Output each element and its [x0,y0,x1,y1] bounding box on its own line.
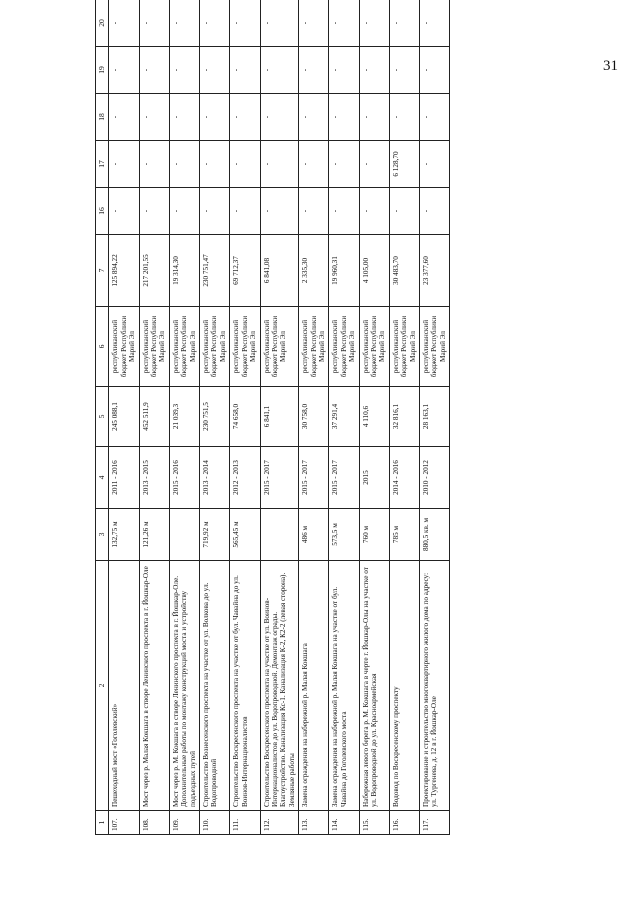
table-cell: - [230,0,260,47]
table-cell: республиканский бюджет Республики Марий Эл [139,307,169,387]
table-cell: - [389,0,419,47]
table-cell: 217 201,55 [139,235,169,307]
table-row [109,0,139,835]
table-cell: Водовод по Воскресенскому проспекту [389,561,419,811]
table-row [299,0,329,835]
table-cell: 2014 - 2016 [389,447,419,509]
table-cell: 107. [109,811,139,835]
table-cell: 125 894,22 [109,235,139,307]
table-cell: - [230,141,260,188]
table-cell: - [169,47,199,94]
table-row [420,0,450,835]
table-cell: 2015 [359,447,389,509]
table-row [200,0,230,835]
table-cell: - [389,47,419,94]
table-cell: 115. [359,811,389,835]
rotated-table-frame [95,0,615,835]
table-cell: 565,45 м [230,509,260,561]
table-cell: - [260,0,299,47]
table-row [169,0,199,835]
table-cell: республиканский бюджет Республики Марий Эл [389,307,419,387]
table-cell: - [260,47,299,94]
table-row [230,0,260,835]
table-cell: - [359,0,389,47]
table-cell: 23 377,60 [420,235,450,307]
table-cell: 2015 - 2016 [169,447,199,509]
table-cell: - [109,47,139,94]
table-cell: - [359,141,389,188]
table-cell: 6 841,08 [260,235,299,307]
table-cell: 132,75 м [109,509,139,561]
table-cell: - [169,94,199,141]
column-header: 2 [96,561,109,811]
table-cell: 109. [169,811,199,835]
table-cell: 230 751,47 [200,235,230,307]
table-cell: - [109,188,139,235]
table-cell: республиканский бюджет Республики Марий Эл [260,307,299,387]
table-cell: республиканский бюджет Республики Марий Эл [109,307,139,387]
column-header: 7 [96,235,109,307]
table-cell: - [420,47,450,94]
table-cell: - [260,94,299,141]
column-header: 3 [96,509,109,561]
table-cell: 4 105,00 [359,235,389,307]
table-cell: - [420,141,450,188]
table-row [139,0,169,835]
column-header: 20 [96,0,109,47]
table-cell: Строительство Воскресенского проспекта на участке от ул. Воинов-Интернационалистов до ул. Водопроводной. Демонтаж ограды. Благоустройство. Канализация Кс-1. Канализация К-2, К2-2 (левая сторона). Земляные работы [260,561,299,811]
table-cell: Строительство Воскресенского проспекта на участке от бул. Чавайна до ул. Воинов-Интернационалистов [230,561,260,811]
table-header-row [96,0,109,835]
column-header: 5 [96,387,109,447]
table-row [389,0,419,835]
table-cell: - [260,141,299,188]
table-cell: - [109,94,139,141]
table-cell: - [329,141,359,188]
table-cell: 2010 - 2012 [420,447,450,509]
table-cell: - [329,94,359,141]
table-cell: 452 511,9 [139,387,169,447]
table-cell: Замена ограждения на набережной р. Малая Кокшага на участке от бул. Чавайна до Гоголевского моста [329,561,359,811]
table-cell: 486 м [299,509,329,561]
table-cell: республиканский бюджет Республики Марий Эл [230,307,260,387]
column-header: 18 [96,94,109,141]
table-row [260,0,299,835]
table-cell: 2015 - 2017 [299,447,329,509]
table-cell: 2015 - 2017 [329,447,359,509]
table-cell: 785 м [389,509,419,561]
page-number: 31 [603,58,618,74]
table-cell: 112. [260,811,299,835]
table-cell: - [230,188,260,235]
table-cell: - [359,94,389,141]
table-cell: 2012 - 2013 [230,447,260,509]
table-cell: 110. [200,811,230,835]
table-cell: Замена ограждения на набережной р. Малая Кокшага [299,561,329,811]
table-cell: 114. [329,811,359,835]
column-header: 6 [96,307,109,387]
table-cell: 113. [299,811,329,835]
table-cell: - [299,141,329,188]
table-cell: 2011 - 2016 [109,447,139,509]
table-cell: 28 163,1 [420,387,450,447]
table-cell: - [109,0,139,47]
table-cell: 69 712,37 [230,235,260,307]
table-cell: 111. [230,811,260,835]
table-cell: Пешеходный мост «Гоголевский» [109,561,139,811]
table-cell: 30 483,70 [389,235,419,307]
table-cell: - [299,94,329,141]
table-cell: республиканский бюджет Республики Марий Эл [329,307,359,387]
table-cell: 37 291,4 [329,387,359,447]
table-cell: республиканский бюджет Республики Марий Эл [420,307,450,387]
table-cell: Проектирование и строительство многоквартирного жилого дома по адресу: ул. Тургенева, д. 12 в г. Йошкар-Оле [420,561,450,811]
table-cell: 2013 - 2014 [200,447,230,509]
table-cell: - [389,94,419,141]
table-cell: 30 758,0 [299,387,329,447]
table-cell: - [329,47,359,94]
table-cell: 2015 - 2017 [260,447,299,509]
table-cell: - [139,0,169,47]
table-cell: - [299,188,329,235]
table-cell: - [299,0,329,47]
table-cell: Мост через р. М. Кокшага в створе Ленинского проспекта в г. Йошкар-Оле. Дополнительные работы по монтажу конструкций моста и устройству подъездных путей [169,561,199,811]
table-cell [169,509,199,561]
table-cell: 117. [420,811,450,835]
table-cell: - [389,188,419,235]
table-cell: - [169,188,199,235]
table-row [359,0,389,835]
column-header: 19 [96,47,109,94]
table-cell: - [230,94,260,141]
table-cell: - [420,94,450,141]
table-cell: 4 110,6 [359,387,389,447]
table-cell [260,509,299,561]
table-cell: 108. [139,811,169,835]
table-cell: - [420,188,450,235]
data-table [95,0,450,835]
table-cell: - [329,188,359,235]
table-cell: - [139,141,169,188]
column-header: 1 [96,811,109,835]
table-cell: Мост через р. Малая Кокшага в створе Ленинского проспекта в г. Йошкар-Оле [139,561,169,811]
table-cell: 573,5 м [329,509,359,561]
table-cell: 6 128,70 [389,141,419,188]
table-cell: - [329,0,359,47]
table-cell: - [200,94,230,141]
table-cell: 21 039,3 [169,387,199,447]
table-cell: - [200,141,230,188]
table-cell: Набережная левого берега р. М. Кокшага в черте г. Йошкар-Олы на участке от ул. Водопроводной до ул. Красноармейская [359,561,389,811]
table-cell: 19 960,31 [329,235,359,307]
table-cell: 760 м [359,509,389,561]
table-cell: 2 335,30 [299,235,329,307]
table-cell: республиканский бюджет Республики Марий Эл [200,307,230,387]
table-cell: - [169,0,199,47]
table-cell: - [139,94,169,141]
column-header: 17 [96,141,109,188]
table-cell: 19 314,30 [169,235,199,307]
table-cell: 6 841,1 [260,387,299,447]
table-cell: - [109,141,139,188]
table-cell: - [359,188,389,235]
table-cell: республиканский бюджет Республики Марий Эл [359,307,389,387]
table-cell: - [299,47,329,94]
table-cell: - [200,188,230,235]
table-cell: 116. [389,811,419,835]
table-cell: 74 658,0 [230,387,260,447]
table-cell: 2013 - 2015 [139,447,169,509]
table-cell: 880,5 кв. м [420,509,450,561]
table-cell: - [139,188,169,235]
table-cell: - [200,47,230,94]
table-cell: 121,26 м [139,509,169,561]
table-cell: - [200,0,230,47]
column-header: 16 [96,188,109,235]
table-cell: - [139,47,169,94]
table-cell: - [230,47,260,94]
table-cell: республиканский бюджет Республики Марий Эл [169,307,199,387]
table-cell: 719,92 м [200,509,230,561]
table-cell: 32 816,1 [389,387,419,447]
table-body [109,0,450,835]
table-cell: - [169,141,199,188]
column-header: 4 [96,447,109,509]
table-cell: - [260,188,299,235]
table-cell: 230 751,5 [200,387,230,447]
table-cell: - [359,47,389,94]
table-cell: республиканский бюджет Республики Марий Эл [299,307,329,387]
table-cell: - [420,0,450,47]
table-cell: Строительство Вознесенского проспекта на участке от ул. Волкова до ул. Водопроводной [200,561,230,811]
table-row [329,0,359,835]
table-cell: 245 088,1 [109,387,139,447]
